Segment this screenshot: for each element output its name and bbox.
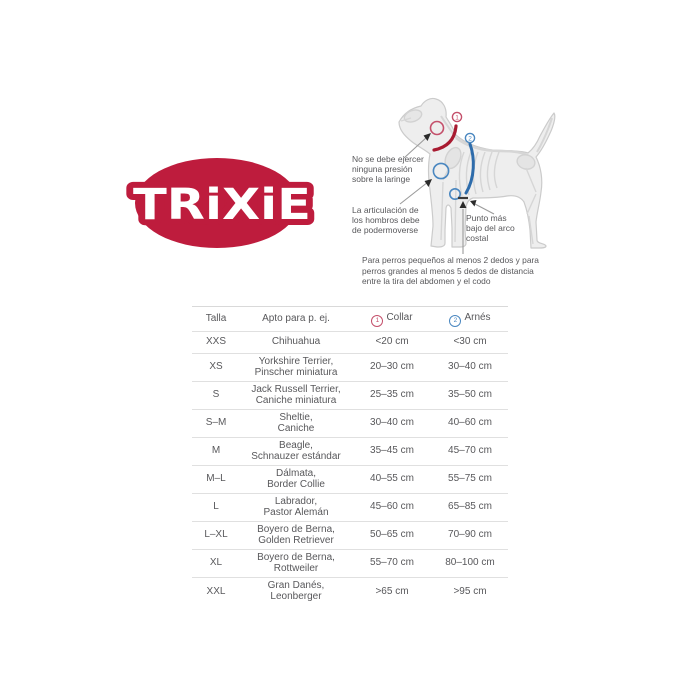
cell-breeds: Gran Danés, Leonberger bbox=[267, 580, 325, 602]
header-collar: 1 Collar bbox=[352, 307, 432, 332]
cell-size: L–XL bbox=[192, 522, 240, 550]
note-ribcage bbox=[466, 213, 515, 244]
cell-harness: <30 cm bbox=[432, 332, 508, 354]
note-shoulder bbox=[352, 205, 420, 236]
cell-breeds: Sheltie, Caniche bbox=[240, 410, 352, 438]
cell-breeds: Boyero de Berna, Rottweiler bbox=[240, 550, 352, 578]
table-row bbox=[192, 410, 508, 438]
cell-collar: 25–35 cm bbox=[352, 382, 432, 410]
cell-harness: >95 cm bbox=[453, 585, 487, 597]
cell-harness: 30–40 cm bbox=[432, 354, 508, 382]
cell-size: M bbox=[192, 438, 240, 466]
table-row bbox=[192, 354, 508, 382]
cell-breeds: Yorkshire Terrier, Pinscher miniatura bbox=[240, 354, 352, 382]
note-larynx-line: No se debe ejercer bbox=[352, 154, 424, 164]
cell-harness: 40–60 cm bbox=[432, 410, 508, 438]
note-ribcage-line: costal bbox=[466, 233, 489, 244]
cell-harness: 55–75 cm bbox=[432, 466, 508, 494]
cell-size: S bbox=[192, 382, 240, 410]
cell-breeds: Dálmata, Border Collie bbox=[240, 466, 352, 494]
size-table-header-row bbox=[192, 307, 508, 332]
cell-collar: 50–65 cm bbox=[352, 522, 432, 550]
header-suitable-for: Apto para p. ej. bbox=[240, 307, 352, 332]
collar-number-badge: 1 bbox=[371, 315, 383, 327]
note-ribcage-line: Punto más bbox=[466, 213, 507, 223]
cell-harness: 70–90 cm bbox=[432, 522, 508, 550]
note-belly-line: entre la tira del abdomen y el codo bbox=[362, 276, 491, 287]
harness-number-badge: 2 bbox=[449, 315, 461, 327]
cell-size: XXS bbox=[192, 332, 240, 354]
cell-collar: 45–60 cm bbox=[352, 494, 432, 522]
cell-breeds: Labrador, Pastor Alemán bbox=[240, 494, 352, 522]
cell-size: XS bbox=[192, 354, 240, 382]
note-belly-distance bbox=[362, 255, 539, 287]
note-larynx-line: sobre la laringe bbox=[352, 174, 411, 185]
table-row bbox=[192, 494, 508, 522]
note-shoulder-line: La articulación de bbox=[352, 205, 419, 215]
table-row bbox=[192, 332, 508, 354]
cell-breeds: Chihuahua bbox=[240, 332, 352, 354]
table-row bbox=[192, 522, 508, 550]
cell-collar: 30–40 cm bbox=[352, 410, 432, 438]
svg-text:1: 1 bbox=[455, 114, 459, 122]
cell-collar: 40–55 cm bbox=[352, 466, 432, 494]
cell-harness: 45–70 cm bbox=[432, 438, 508, 466]
note-larynx-line: ninguna presión bbox=[352, 164, 413, 175]
marker-1 bbox=[452, 112, 461, 121]
cell-size: M–L bbox=[192, 466, 240, 494]
trixie-logo bbox=[126, 152, 320, 256]
header-size: Talla bbox=[192, 307, 240, 332]
note-belly-line: perros grandes al menos 5 dedos de distancia bbox=[362, 265, 534, 276]
size-table bbox=[192, 306, 508, 606]
table-row bbox=[192, 438, 508, 466]
note-larynx bbox=[352, 154, 424, 185]
cell-size: L bbox=[192, 494, 240, 522]
ribcage-arrow bbox=[470, 200, 494, 214]
cell-harness: 80–100 cm bbox=[432, 550, 508, 578]
table-row bbox=[192, 550, 508, 578]
cell-harness: 35–50 cm bbox=[432, 382, 508, 410]
cell-collar: 35–45 cm bbox=[352, 438, 432, 466]
note-ribcage-line: bajo del arco bbox=[466, 223, 515, 234]
note-shoulder-line: de podermoverse bbox=[352, 225, 419, 236]
table-row bbox=[192, 578, 508, 606]
note-belly-line: Para perros pequeños al menos 2 dedos y para bbox=[362, 255, 539, 265]
marker-2 bbox=[465, 133, 474, 142]
cell-size: XL bbox=[192, 550, 240, 578]
logo-wordmark: TRiXiE bbox=[133, 180, 311, 230]
cell-collar: 55–70 cm bbox=[352, 550, 432, 578]
table-row bbox=[192, 382, 508, 410]
header-harness: 2 Arnés bbox=[432, 307, 508, 332]
cell-collar: 20–30 cm bbox=[352, 354, 432, 382]
cell-breeds: Boyero de Berna, Golden Retriever bbox=[240, 522, 352, 550]
cell-breeds: Jack Russell Terrier, Caniche miniatura bbox=[240, 382, 352, 410]
cell-collar: <20 cm bbox=[352, 332, 432, 354]
cell-size: S–M bbox=[192, 410, 240, 438]
cell-size: XXL bbox=[206, 585, 226, 597]
cell-harness: 65–85 cm bbox=[432, 494, 508, 522]
cell-breeds: Beagle, Schnauzer estándar bbox=[240, 438, 352, 466]
cell-collar: >65 cm bbox=[375, 585, 409, 597]
note-shoulder-line: los hombros debe bbox=[352, 215, 420, 226]
svg-text:2: 2 bbox=[468, 135, 472, 143]
table-row bbox=[192, 466, 508, 494]
